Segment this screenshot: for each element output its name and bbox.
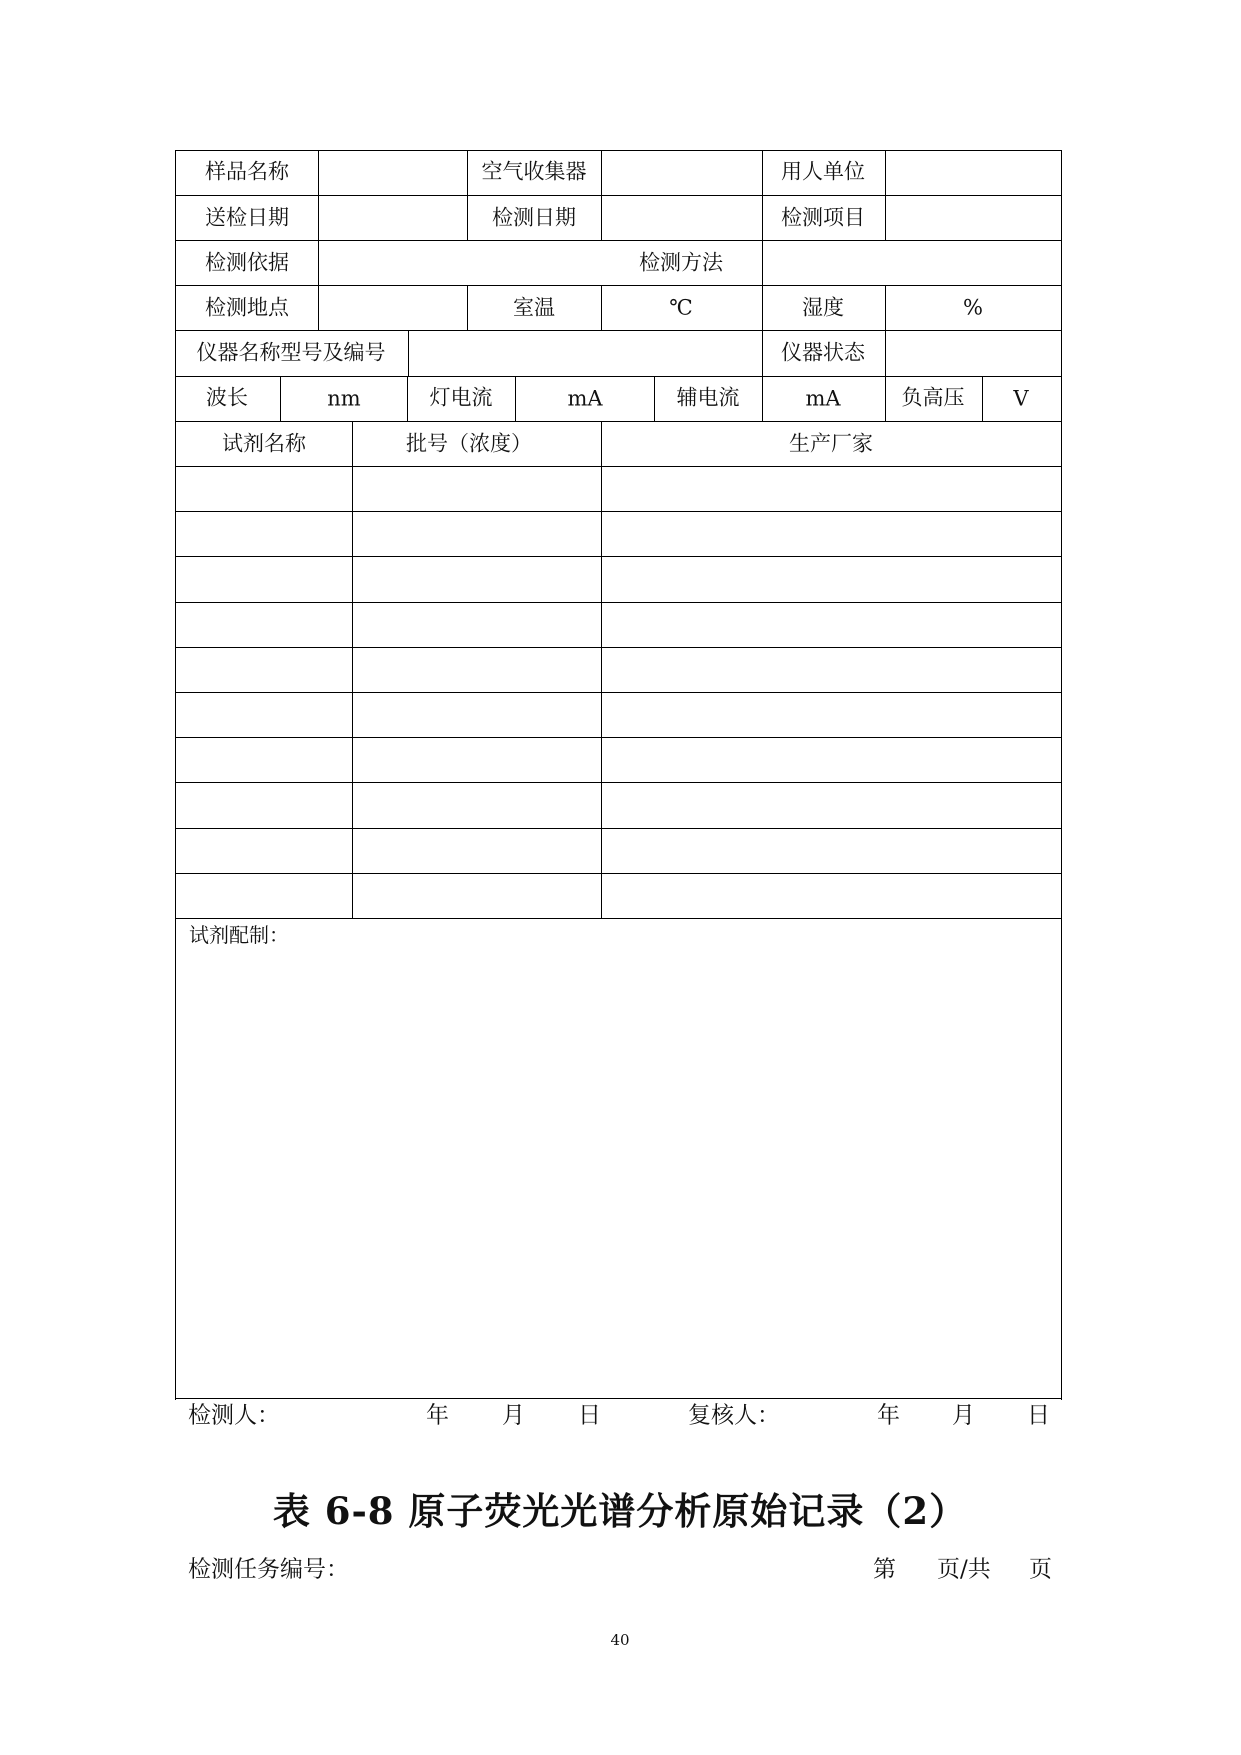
row-line (175, 556, 1062, 557)
label-room-temp: 室温 (513, 295, 555, 320)
label-test-location: 检测地点 (205, 295, 289, 320)
reviewer-month: 月 (952, 1402, 975, 1429)
col-line (885, 330, 886, 377)
label-wavelength: 波长 (206, 385, 248, 410)
col-line (885, 150, 886, 241)
col-line (762, 376, 763, 422)
row-line (175, 602, 1062, 603)
form-border-bottom (175, 1398, 1062, 1399)
reviewer-year: 年 (877, 1402, 900, 1429)
page-mid: 页/共 (937, 1556, 991, 1583)
label-reagent-prep: 试剂配制： (189, 923, 289, 947)
col-line (352, 421, 353, 919)
row-line (175, 828, 1062, 829)
form-border-right (1061, 150, 1062, 1400)
form-border-left (175, 150, 176, 1400)
col-line (280, 376, 281, 422)
row-line (175, 918, 1062, 919)
label-test-method: 检测方法 (639, 250, 723, 275)
unit-celsius: ℃ (669, 295, 693, 320)
label-client-unit: 用人单位 (781, 159, 865, 184)
col-line (982, 376, 983, 422)
col-line (407, 376, 408, 422)
row-line (175, 466, 1062, 467)
tester-month: 月 (502, 1402, 525, 1429)
unit-percent: % (963, 295, 983, 320)
col-line (467, 285, 468, 331)
row-line (175, 511, 1062, 512)
reviewer-day: 日 (1027, 1402, 1050, 1429)
col-line (601, 285, 602, 331)
col-line (885, 285, 886, 331)
label-lamp-current: 灯电流 (429, 385, 493, 410)
col-line (318, 150, 319, 241)
col-line (762, 240, 763, 286)
row-line (175, 240, 1062, 241)
label-aux-current: 辅电流 (676, 385, 740, 410)
label-instrument-state: 仪器状态 (781, 340, 865, 365)
label-test-date: 检测日期 (492, 205, 576, 230)
label-test-item: 检测项目 (781, 205, 865, 230)
col-line (515, 376, 516, 422)
col-line (318, 240, 319, 286)
header-batch-concentration: 批号（浓度） (406, 431, 532, 456)
col-line (601, 150, 602, 241)
col-line (318, 285, 319, 331)
col-line (762, 330, 763, 377)
row-line (175, 376, 1062, 377)
label-task-number: 检测任务编号： (188, 1556, 349, 1583)
row-line (175, 782, 1062, 783)
row-line (175, 195, 1062, 196)
table-title: 表 6-8 原子荧光光谱分析原始记录（2） (272, 1489, 968, 1533)
label-reviewer: 复核人： (688, 1402, 780, 1429)
label-send-date: 送检日期 (205, 205, 289, 230)
col-line (885, 376, 886, 422)
label-air-collector: 空气收集器 (481, 159, 587, 184)
tester-day: 日 (578, 1402, 601, 1429)
page-di: 第 (873, 1556, 896, 1583)
col-line (762, 150, 763, 241)
col-line (467, 150, 468, 241)
row-line (175, 330, 1062, 331)
row-line (175, 873, 1062, 874)
tester-year: 年 (426, 1402, 449, 1429)
label-humidity: 湿度 (802, 295, 844, 320)
col-line (408, 330, 409, 377)
row-line (175, 285, 1062, 286)
unit-aux-ma: mA (805, 386, 841, 411)
col-line (762, 285, 763, 331)
label-test-basis: 检测依据 (205, 250, 289, 275)
label-sample-name: 样品名称 (205, 159, 289, 184)
row-line (175, 647, 1062, 648)
unit-lamp-ma: mA (567, 386, 603, 411)
col-line (654, 376, 655, 422)
page-end: 页 (1029, 1556, 1052, 1583)
label-neg-hv: 负高压 (901, 385, 965, 410)
row-line (175, 421, 1062, 422)
col-line (601, 421, 602, 919)
page-number: 40 (610, 1631, 630, 1649)
header-reagent-name: 试剂名称 (222, 431, 306, 456)
header-manufacturer: 生产厂家 (789, 431, 873, 456)
row-line (175, 737, 1062, 738)
form-border-top (175, 150, 1062, 151)
unit-nm: nm (327, 386, 361, 411)
label-tester: 检测人： (188, 1402, 280, 1429)
unit-volt: V (1013, 386, 1029, 411)
row-line (175, 692, 1062, 693)
label-instrument: 仪器名称型号及编号 (196, 340, 386, 365)
